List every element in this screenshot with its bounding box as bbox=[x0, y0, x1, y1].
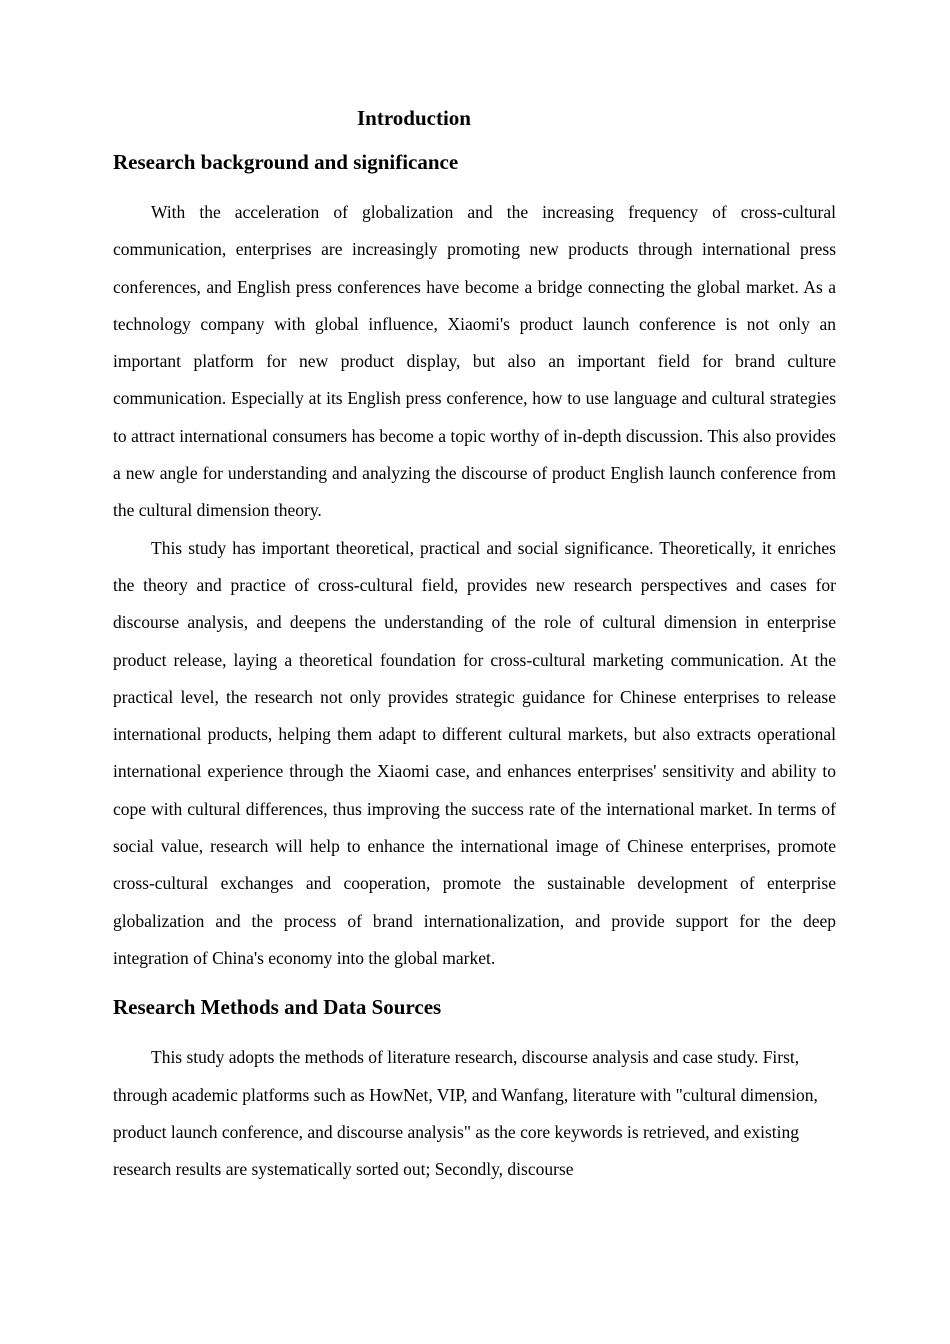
section-heading-background: Research background and significance bbox=[113, 150, 459, 174]
document-page bbox=[113, 100, 836, 1188]
paragraph-background-1: With the acceleration of globalization and the increasing frequency of cross-cultural communication, enterprises are increasingly promoting new products through international press conferences, and English press conferences have become a bridge connecting the global market. As a technology company with global influence, Xiaomi's product launch conference is not only an important platform for new product display, but also an important field for brand culture communication. Especially at its English press conference, how to use language and cultural strategies to attract international consumers has become a topic worthy of in-depth discussion. This also provides a new angle for understanding and analyzing the discourse of product English launch conference from the cultural dimension theory. bbox=[113, 202, 836, 521]
section-heading-methods: Research Methods and Data Sources bbox=[113, 995, 442, 1020]
paragraph-methods-1: This study adopts the methods of literature research, discourse analysis and case study. First, through academic platforms such as HowNet, VIP, and Wanfang, literature with "cultural dimension, product launch conference, and discourse analysis" as the core keywords is retrieved, and existing research results are systematically sorted out; Secondly, discourse bbox=[113, 1047, 818, 1180]
document-title: Introduction bbox=[357, 106, 471, 130]
paragraph-background-2: This study has important theoretical, practical and social significance. Theoretically, it enriches the theory and practice of cross-cultural field, provides new research perspectives and cases for discourse analysis, and deepens the understanding of the role of cultural dimension in enterprise product release, laying a theoretical foundation for cross-cultural marketing communication. At the practical level, the research not only provides strategic guidance for Chinese enterprises to release international products, helping them adapt to different cultural markets, but also extracts operational international experience through the Xiaomi case, and enhances enterprises' sensitivity and ability to cope with cultural differences, thus improving the success rate of the international market. In terms of social value, research will help to enhance the international image of Chinese enterprises, promote cross-cultural exchanges and cooperation, promote the sustainable development of enterprise globalization and the process of brand internationalization, and provide support for the deep integration of China's economy into the global market. bbox=[113, 537, 836, 968]
